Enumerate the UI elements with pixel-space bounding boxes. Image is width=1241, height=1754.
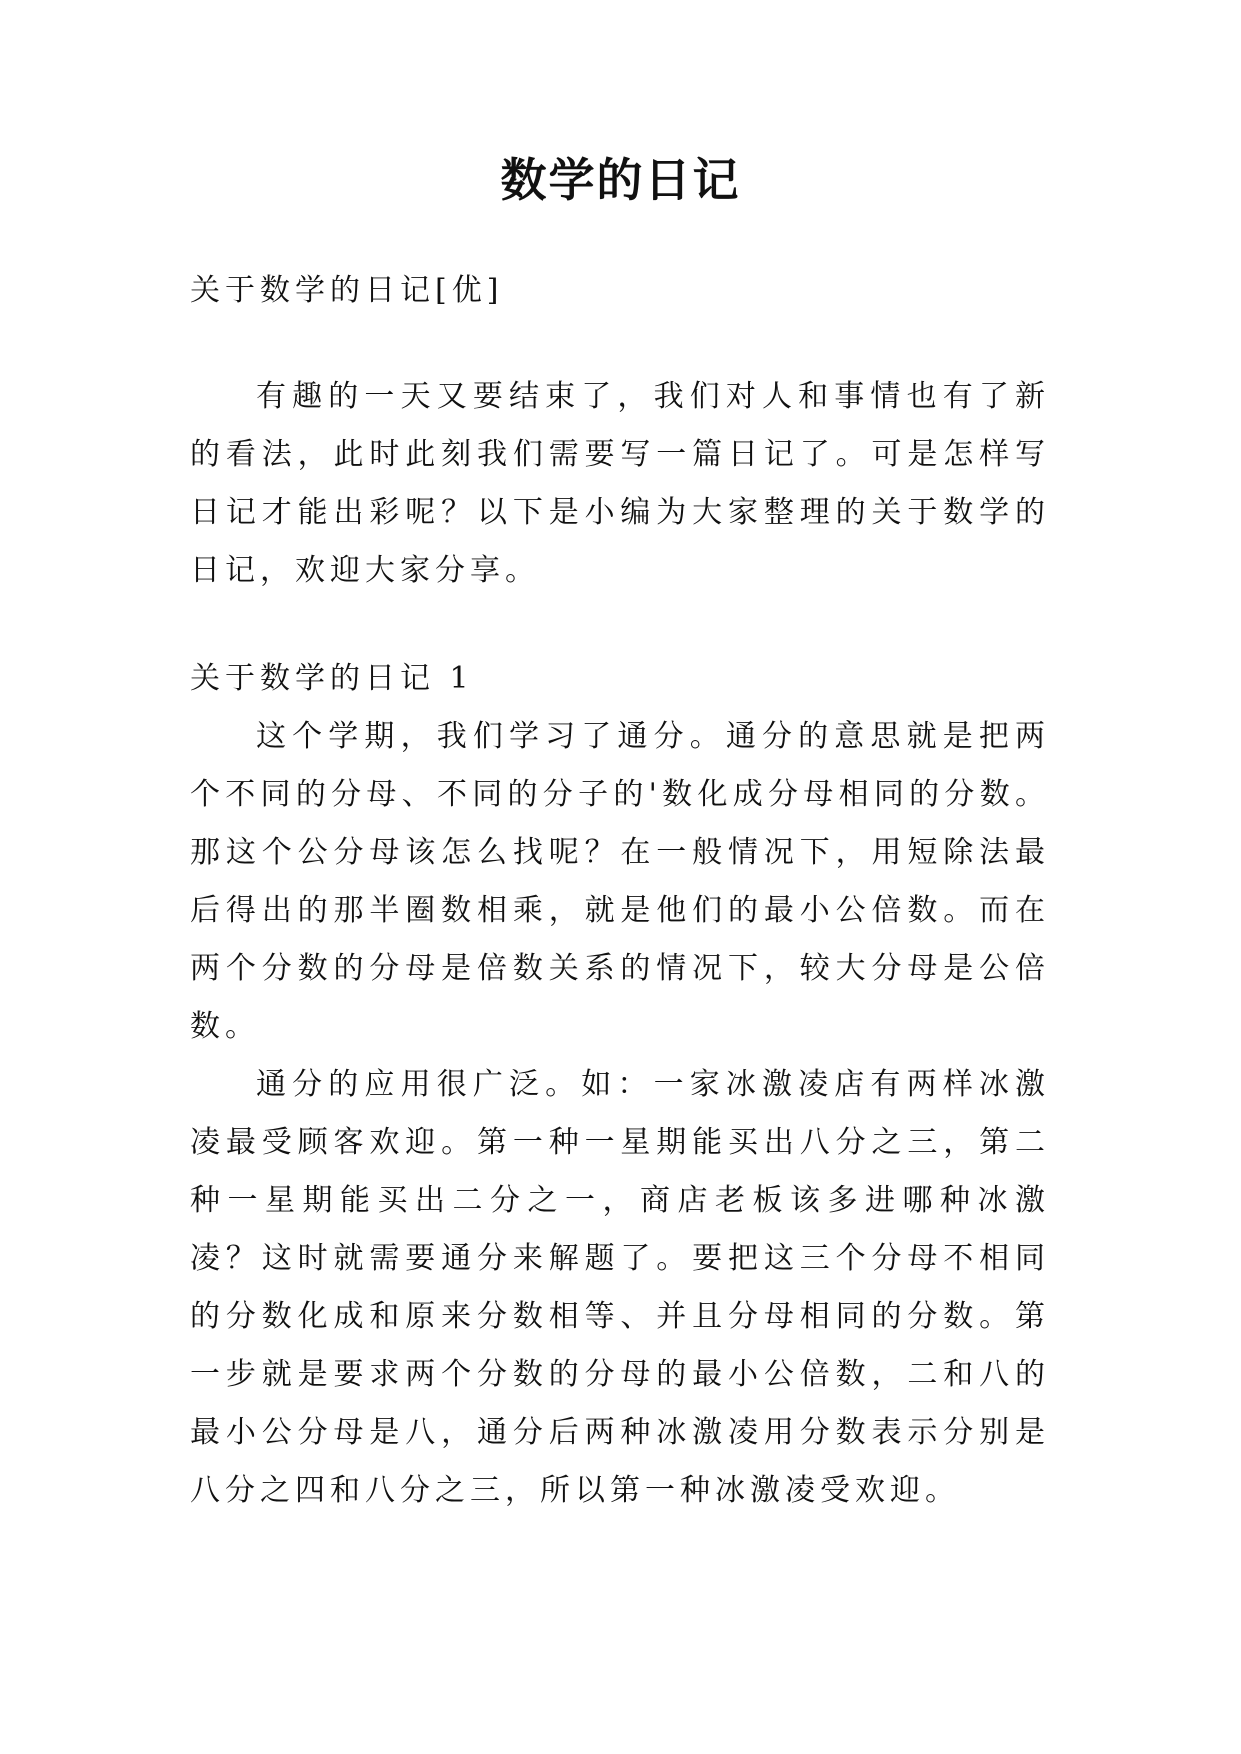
body-paragraph-2: 通分的应用很广泛。如：一家冰激凌店有两样冰激凌最受顾客欢迎。第一种一星期能买出八分之三，第二种一星期能买出二分之一，商店老板该多进哪种冰激凌？这时就需要通分来解题了。要把这三个分母不相同的分数化成和原来分数相等、并且分母相同的分数。第一步就是要求两个分数的分母的最小公倍数，二和八的最小公分母是八，通分后两种冰激凌用分数表示分别是八分之四和八分之三，所以第一种冰激凌受欢迎。 — [190, 1067, 1050, 1508]
intro-paragraph: 有趣的一天又要结束了，我们对人和事情也有了新的看法，此时此刻我们需要写一篇日记了。可是怎样写日记才能出彩呢？以下是小编为大家整理的关于数学的日记，欢迎大家分享。 — [190, 379, 1050, 588]
document-body — [190, 262, 1050, 1520]
document-subtitle: 关于数学的日记[优] — [190, 273, 504, 308]
body-paragraph-1: 这个学期，我们学习了通分。通分的意思就是把两个不同的分母、不同的分子的'数化成分母相同的分数。那这个公分母该怎么找呢？在一般情况下，用短除法最后得出的那半圈数相乘，就是他们的最小公倍数。而在两个分数的分母是倍数关系的情况下，较大分母是公倍数。 — [190, 719, 1050, 1044]
document-title: 数学的日记 — [500, 153, 741, 207]
section-heading: 关于数学的日记 1 — [190, 661, 474, 696]
